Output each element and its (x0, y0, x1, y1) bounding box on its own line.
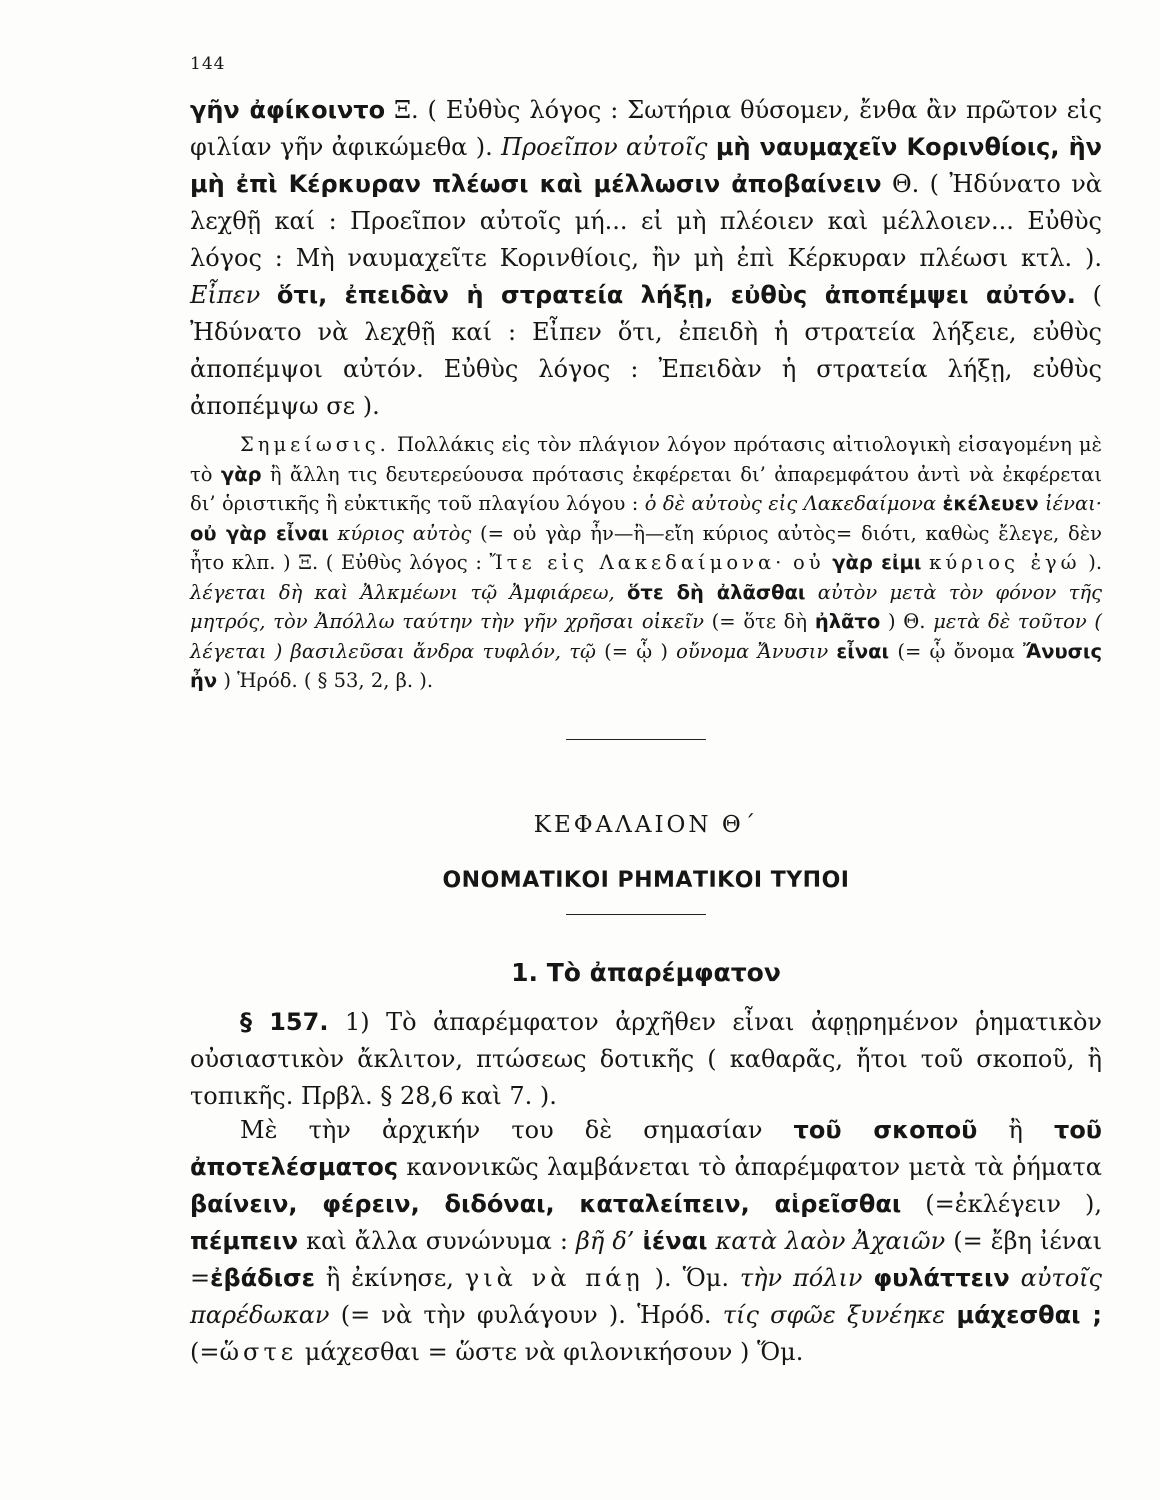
text-italic: τίς σφῶε ξυνέηκε (722, 1301, 946, 1329)
text-bold: μὴ ναυμαχεῖν Κορινθίοις, ἣν μὴ ἐπὶ Κέρκυραν πλέωσι καὶ μέλλωσιν ἀποβαίνειν (190, 133, 1102, 198)
text-italic: κύριος αὐτὸς (337, 521, 472, 545)
text-spaced: ὥστε (219, 1338, 298, 1366)
text-bold: ἠλᾶτο (814, 610, 881, 633)
text-italic: τὴν πόλιν (739, 1264, 863, 1292)
text-italic: βῆ δ’ (576, 1227, 635, 1255)
text-spaced: Ἴτε εἰς Λακεδαίμονα· (489, 551, 786, 574)
text: Πολλάκις εἰς τὸν πλάγιον λόγον πρότασις αἰτιολογικὴ εἰσαγομένη μὲ τὸ (190, 433, 1102, 486)
section-title: 1. Τὸ ἀπαρέμφατον (511, 958, 781, 987)
text: (= ᾧ ὄνομα (889, 639, 1023, 663)
text-bold: οὐ γὰρ εἶναι (190, 521, 329, 545)
text (634, 1227, 642, 1255)
text (921, 551, 929, 574)
text: (= (190, 1338, 220, 1366)
text-italic: λέγεται δὴ καὶ Ἀλκμέωνι τῷ Ἀμφιάρεω, (190, 580, 615, 604)
text: (= ἔβη ἰέναι = (190, 1227, 1103, 1292)
text-italic: αὐτὸν μετὰ τὸν φόνον τῆς μητρός, τὸν Ἀπόλλω ταύτην τὴν γῆν χρῆσαι οἰκεῖν (190, 580, 1103, 633)
text-bold: μάχεσθαι ; (956, 1301, 1102, 1329)
text-spaced: γιὰ νὰ πάῃ (464, 1264, 644, 1292)
text: Μὲ τὴν ἀρχικήν του δὲ σημασίαν (240, 1116, 794, 1144)
text (862, 1264, 873, 1292)
text: Ξ. ( Εὐθὺς λόγος : Σωτήρια θύσομεν, ἔνθα ἂν πρῶτον εἰς φιλίαν γῆν ἀφικώμεθα ). (190, 96, 1103, 161)
text-italic: μετὰ δὲ τοῦτον ( λέγεται ) βασιλεῦσαι ἄνδρα τυφλόν, τῷ (190, 610, 1103, 663)
text-bold: τοῦ σκοποῦ (793, 1116, 978, 1144)
chapter-heading: ΚΕΦΑΛΑΙΟΝ Θ΄ (533, 812, 759, 838)
text: ἢ ἐκίνησε, (315, 1264, 465, 1292)
note-block (190, 430, 1102, 696)
divider-rule (566, 914, 706, 915)
text-italic: Εἶπεν (190, 281, 261, 309)
text-bold: ἐκέλευεν (942, 492, 1039, 515)
text-bold: ὅτε δὴ ἀλᾶσθαι (627, 580, 806, 604)
divider-rule (566, 739, 706, 740)
text: 1) Τὸ ἀπαρέμφατον ἀρχῆθεν εἶναι ἀφῃρημένον ῥηματικὸν οὐσιαστικὸν ἄκλιτον, πτώσεως δοτικῆς ( καθαρᾶς, ἤτοι τοῦ σκοποῦ, ἢ τοπικῆς. Πρβλ. § 28,6 καὶ 7. ). (190, 1008, 1103, 1110)
text-bold: εἶναι (836, 639, 890, 663)
page-number: 144 (190, 54, 226, 74)
text: ) Ἡρόδ. ( § 53, 2, β. ). (217, 669, 434, 692)
text: ( Ἠδύνατο νὰ λεχθῇ καί : Εἶπεν ὅτι, ἐπειδὴ ἡ στρατεία λήξειε, εὐθὺς ἀποπέμψοι αὐτόν. Εὐθὺς λόγος : Ἐπειδὰν ἡ στρατεία λήξῃ, εὐθὺς ἀποπέμψω σε ). (190, 281, 1102, 420)
text (805, 581, 817, 604)
text: (=ἐκλέγειν ), (901, 1190, 1102, 1218)
text (785, 551, 793, 574)
text-bold: γῆν ἀφίκοιντο (190, 96, 386, 124)
text: (= οὐ γὰρ ἦν—ἢ—εἴη κύριος αὐτὸς= διότι, καθὼς ἔλεγε, δὲν ἦτο κλπ. ) Ξ. ( Εὐθὺς λόγος : (190, 521, 1103, 574)
paragraph-infinitive (190, 1112, 1102, 1371)
text: Θ. ( Ἠδύνατο νὰ λεχθῇ καί : Προεῖπον αὐτοῖς μή... εἰ μὴ πλέοιεν καὶ μέλλοιεν... Εὐθὺς λόγος : Μὴ ναυμαχεῖτε Κορινθίοις, ἢν μὴ ἐπὶ Κέρκυραν πλέωσι κτλ. ). (190, 170, 1102, 272)
text-bold: ἰέναι (642, 1227, 708, 1255)
chapter-title: ΟΝΟΜΑΤΙΚΟΙ ΡΗΜΑΤΙΚΟΙ ΤΥΠΟΙ (442, 868, 850, 893)
text-spaced: οὐ (792, 551, 825, 574)
text-bold: Ἄνυσις ἦν (190, 639, 1103, 692)
text: ἢ ἄλλη τις δευτερεύουσα πρότασις ἐκφέρεται δι’ ἀπαρεμφάτου ἀντὶ νὰ ἐκφέρεται δι’ ὁριστικῆς ἢ εὐκτικῆς τοῦ πλαγίου λόγου : (190, 462, 1102, 515)
paragraph-continued (190, 92, 1102, 425)
text-bold: ὅτι, ἐπειδὰν ἡ στρατεία λήξῃ, εὐθὺς ἀποπέμψει αὐτόν. (276, 281, 1076, 309)
text-bold: τοῦ ἀποτελέσματος (190, 1116, 1103, 1181)
text-italic: κατὰ λαὸν Ἀχαιῶν (715, 1227, 946, 1255)
text: κανονικῶς λαμβάνεται τὸ ἀπαρέμφατον μετὰ τὰ ῥήματα (398, 1153, 1102, 1181)
text-bold: ἐβάδισε (210, 1264, 316, 1292)
text: ) Θ. (880, 610, 934, 633)
text (707, 133, 715, 161)
text-italic: Προεῖπον αὐτοῖς (501, 133, 708, 161)
text-italic: οὔνομα Ἄνυσιν (676, 639, 829, 663)
text-italic: αὐτοῖς παρέδωκαν (190, 1264, 1102, 1329)
text-bold: πέμπειν (190, 1227, 299, 1255)
text-italic: ἰέναι· (1045, 492, 1102, 515)
text-bold: φυλάττειν (873, 1264, 1010, 1292)
text: καὶ ἄλλα συνώνυμα : (298, 1227, 577, 1255)
text: (= ὅτε δὴ (703, 610, 815, 633)
text-spaced: κύριος ἐγώ (929, 551, 1081, 574)
text: μάχεσθαι = ὥστε νὰ φιλονικήσουν ) Ὅμ. (297, 1338, 804, 1366)
text (945, 1301, 956, 1329)
text-bold: γὰρ (220, 462, 262, 486)
text: (= ᾧ ) (595, 639, 677, 663)
text-italic: ὁ δὲ αὐτοὺς εἰς Λακεδαίμονα (644, 492, 937, 515)
text (615, 581, 627, 604)
text-bold: βαίνειν, φέρειν, διδόναι, καταλείπειν, αἱρεῖσθαι (190, 1190, 902, 1218)
paragraph-157 (190, 1004, 1102, 1115)
text: (= νὰ τὴν φυλάγουν ). Ἡρόδ. (329, 1301, 723, 1329)
text (707, 1227, 715, 1255)
text (260, 281, 277, 309)
text (329, 522, 338, 545)
text: ). Ὅμ. (643, 1264, 740, 1292)
text-bold: γὰρ εἰμι (832, 551, 922, 574)
text: ). (1080, 551, 1103, 574)
note-label: Σημείωσις. (240, 433, 390, 456)
section-number: § 157. (240, 1008, 329, 1036)
text: ἢ (977, 1116, 1054, 1144)
text (1010, 1264, 1021, 1292)
